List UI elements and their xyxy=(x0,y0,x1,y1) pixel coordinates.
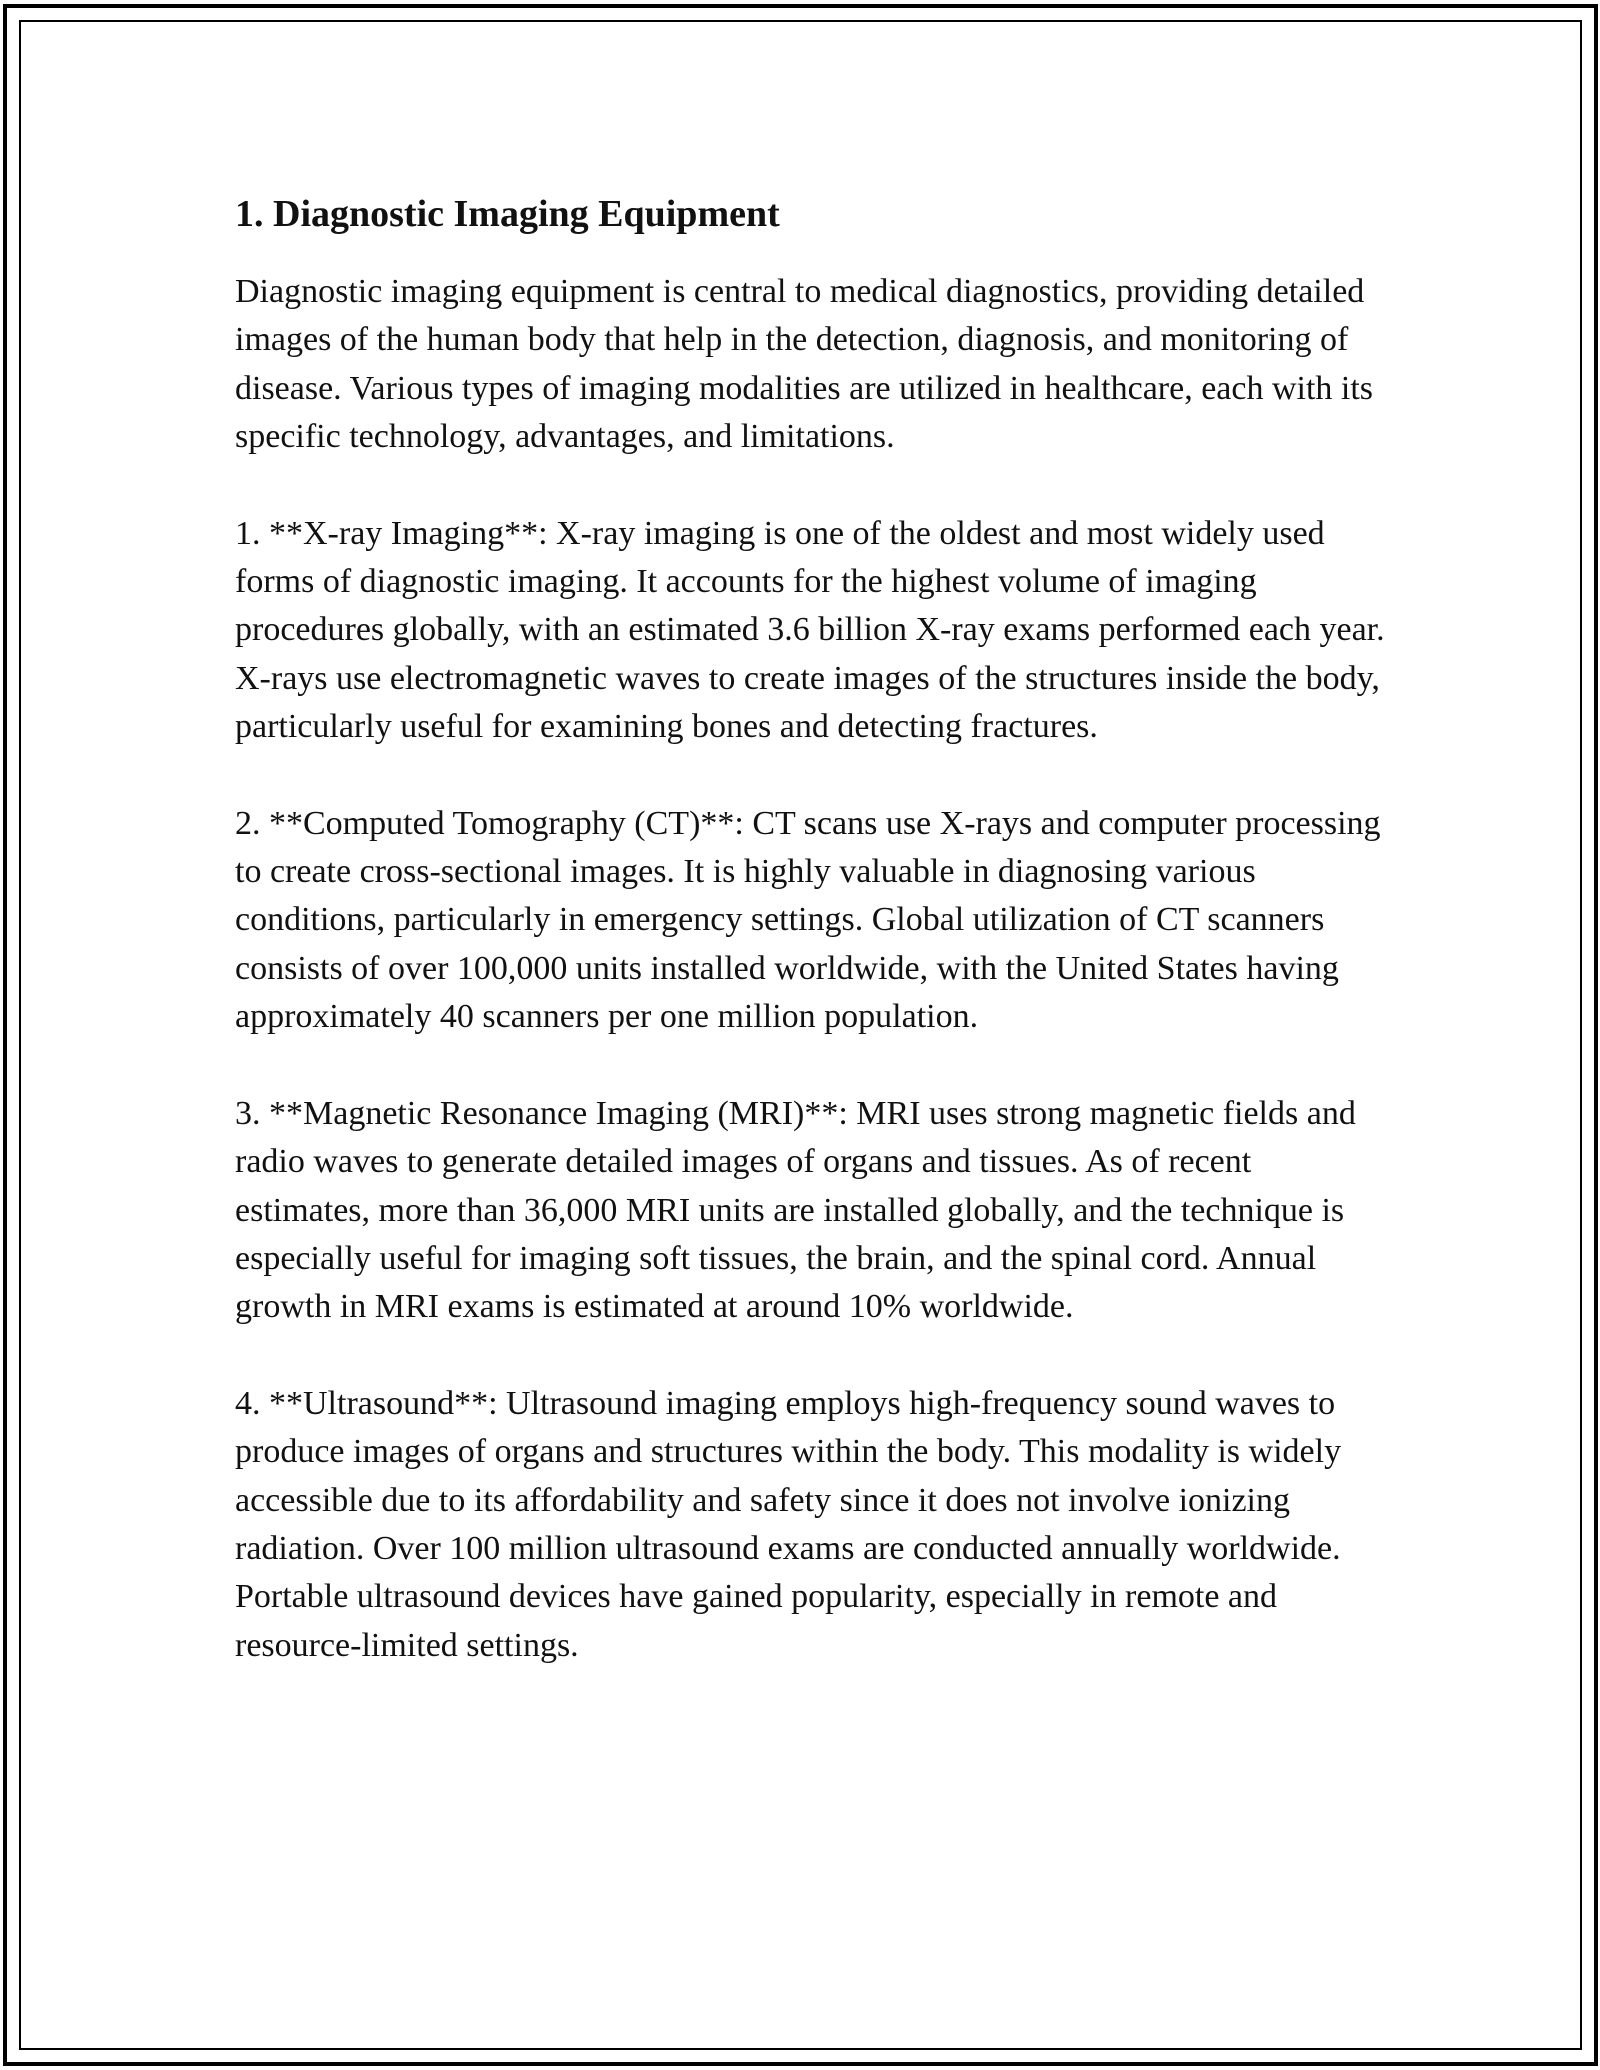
section-heading: 1. Diagnostic Imaging Equipment xyxy=(235,193,780,235)
ct-paragraph: 2. **Computed Tomography (CT)**: CT scans use X-rays and computer processing to create cross-sectional images. It is highly valuable in diagnosing various conditions, particularly in emergency settings. Global utilization of CT scanners consists of over 100,000 units installed worldwide, with the United States having approximately 40 scanners per one million population. xyxy=(235,804,1381,1036)
mri-paragraph: 3. **Magnetic Resonance Imaging (MRI)**: MRI uses strong magnetic fields and radio waves to generate detailed images of organs and tissues. As of recent estimates, more than 36,000 MRI units are installed globally, and the technique is especially useful for imaging soft tissues, the brain, and the spinal cord. Annual growth in MRI exams is estimated at around 10% worldwide. xyxy=(235,1094,1356,1326)
xray-paragraph: 1. **X-ray Imaging**: X-ray imaging is one of the oldest and most widely used forms of diagnostic imaging. It accounts for the highest volume of imaging procedures globally, with an estimated 3.6 billion X-ray exams performed each year. X-rays use electromagnetic waves to create images of the structures inside the body, particularly useful for examining bones and detecting fractures. xyxy=(235,514,1385,746)
document-body xyxy=(235,186,1385,1718)
ultrasound-paragraph: 4. **Ultrasound**: Ultrasound imaging employs high-frequency sound waves to produce images of organs and structures within the body. This modality is widely accessible due to its affordability and safety since it does not involve ionizing radiation. Over 100 million ultrasound exams are conducted annually worldwide. Portable ultrasound devices have gained popularity, especially in remote and resource-limited settings. xyxy=(235,1384,1342,1664)
intro-paragraph: Diagnostic imaging equipment is central to medical diagnostics, providing detailed images of the human body that help in the detection, diagnosis, and monitoring of disease. Various types of imaging modalities are utilized in healthcare, each with its specific technology, advantages, and limitations. xyxy=(235,273,1374,456)
